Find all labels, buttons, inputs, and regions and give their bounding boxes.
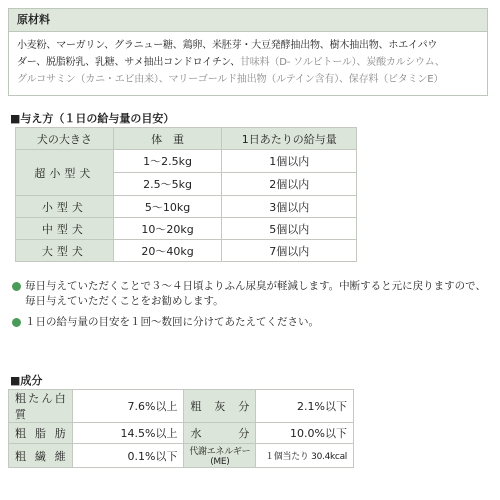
ingredients-title: 原材料 (9, 9, 487, 32)
weight-cell: 1〜2.5kg (113, 150, 222, 173)
table-row (9, 444, 354, 468)
note-text: 毎日与えていただくことで３〜４日頃よりふん尿臭が軽減します。中断すると元に戻りますので、毎日与えていただくことをお勧めします。 (25, 280, 486, 307)
composition-value: １個当たり 30.4kcal (256, 444, 354, 468)
feeding-table (15, 127, 357, 262)
composition-value: 0.1%以下 (72, 444, 184, 468)
dog-size-cell: 中型犬 (16, 218, 114, 240)
table-row (9, 390, 354, 423)
composition-label: 代謝エネルギー(ME) (184, 444, 256, 468)
table-row (16, 218, 357, 240)
weight-cell: 2.5〜5kg (113, 173, 222, 196)
dog-size-cell: 大型犬 (16, 240, 114, 262)
feeding-notes (10, 279, 490, 336)
table-row (9, 423, 354, 444)
dog-size-cell: 小型犬 (16, 196, 114, 218)
ingredients-line-1: 小麦粉、マーガリン、グラニュー糖、鶏卵、米胚芽・大豆発酵抽出物、樹木抽出物、ホエイパウ (17, 40, 438, 51)
weight-cell: 5〜10kg (113, 196, 222, 218)
amount-cell: 1個以内 (222, 150, 357, 173)
note-text: １日の給与量の目安を１回〜数回に分けてあたえてください。 (25, 316, 319, 328)
composition-value: 14.5%以上 (72, 423, 184, 444)
ingredients-text (9, 32, 487, 88)
table-row (16, 150, 357, 173)
composition-table (8, 389, 354, 468)
ingredients-line-2 (17, 54, 481, 71)
composition-value: 10.0%以下 (256, 423, 354, 444)
amount-cell: 3個以内 (222, 196, 357, 218)
ingredients-line-3: グルコサミン（カニ・エビ由来）、マリーゴールド抽出物（ルテイン含有）、保存料（ビタミンE） (17, 74, 444, 85)
ingredients-line-2-dark: ダー、脱脂粉乳、乳糖、サメ抽出コンドロイチン、 (17, 57, 240, 68)
bullet-icon (12, 282, 21, 291)
composition-label: 粗繊維 (9, 444, 73, 468)
composition-value: 2.1%以下 (256, 390, 354, 423)
composition-label: 粗脂肪 (9, 423, 73, 444)
composition-label: 粗たん白質 (9, 390, 73, 423)
feeding-title: ■与え方（１日の給与量の目安） (10, 112, 175, 125)
composition-title: ■成分 (10, 374, 43, 387)
feeding-header-amount: 1日あたりの給与量 (222, 128, 357, 150)
feeding-header-row (16, 128, 357, 150)
bullet-icon (12, 318, 21, 327)
table-row (16, 196, 357, 218)
list-item (10, 315, 490, 330)
weight-cell: 20〜40kg (113, 240, 222, 262)
weight-cell: 10〜20kg (113, 218, 222, 240)
ingredients-box (8, 8, 488, 96)
composition-value: 7.6%以上 (72, 390, 184, 423)
amount-cell: 2個以内 (222, 173, 357, 196)
feeding-header-weight: 体 重 (113, 128, 222, 150)
dog-size-cell: 超小型犬 (16, 150, 114, 196)
table-row (16, 240, 357, 262)
ingredients-line-2-light: 甘味料（D- ソルビトール）、炭酸カルシウム、 (240, 57, 445, 68)
composition-label: 水分 (184, 423, 256, 444)
feeding-header-size: 犬の大きさ (16, 128, 114, 150)
amount-cell: 5個以内 (222, 218, 357, 240)
composition-label: 粗灰分 (184, 390, 256, 423)
amount-cell: 7個以内 (222, 240, 357, 262)
list-item (10, 279, 490, 309)
